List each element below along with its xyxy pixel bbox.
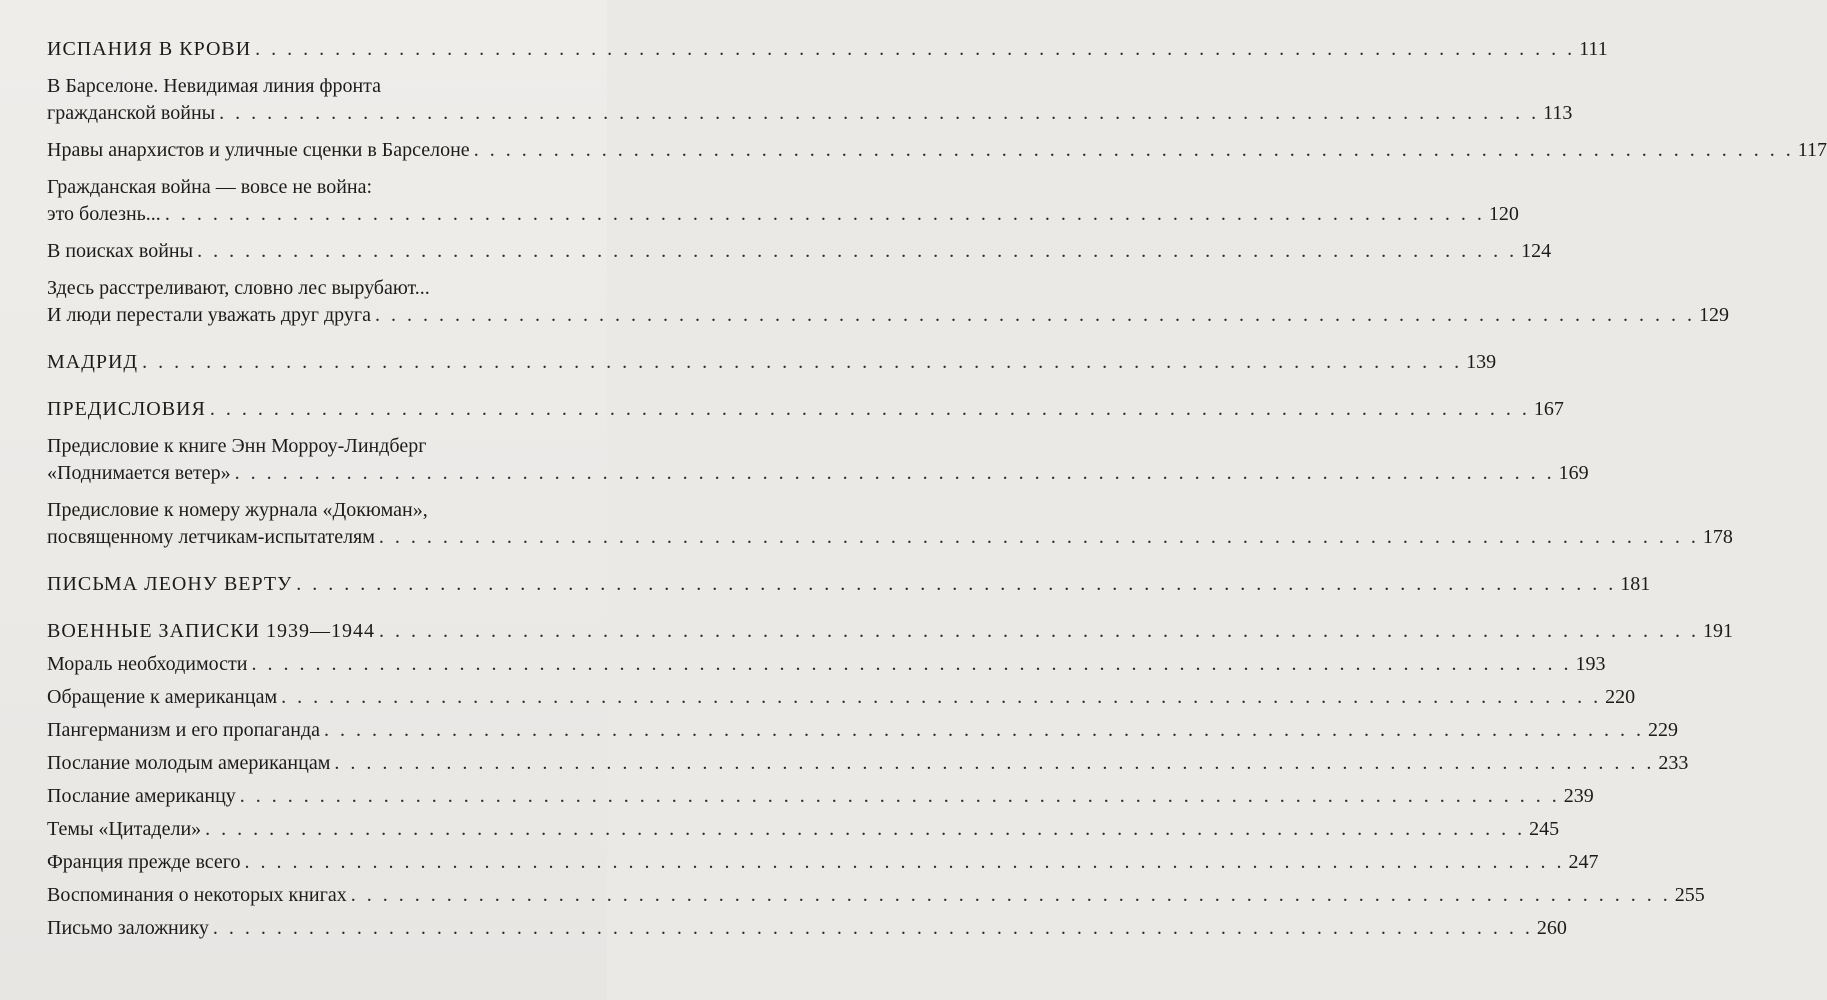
toc-page-number: 113 [1543, 102, 1573, 124]
toc-page-number: 233 [1658, 752, 1689, 774]
dot-leader: . . . . . . . . . . . . . . . . . . . . . . . . . . . . . . . . . . . . . . . . . . . . . . . . . . . . . . . . . . . . . . . . . . . . . . . . . . . . . . . . . . . [212, 917, 1533, 939]
toc-entry-title-line: Предисловие к номеру журнала «Докюман», [47, 499, 428, 521]
toc-entry [47, 137, 1827, 164]
dot-leader: . . . . . . . . . . . . . . . . . . . . . . . . . . . . . . . . . . . . . . . . . . . . . . . . . . . . . . . . . . . . . . . . . . . . . . . . . . . . . . . . . . . [234, 462, 1555, 484]
toc-entry [47, 750, 1689, 777]
toc-page-number: 229 [1648, 719, 1679, 741]
toc-entry-title-line: Гражданская война — вовсе не война: [47, 176, 373, 198]
dot-leader: . . . . . . . . . . . . . . . . . . . . . . . . . . . . . . . . . . . . . . . . . . . . . . . . . . . . . . . . . . . . . . . . . . . . . . . . . . . . . . . . . . . [251, 653, 1572, 675]
toc-section [47, 618, 1734, 645]
toc-section [47, 36, 1608, 63]
dot-leader: . . . . . . . . . . . . . . . . . . . . . . . . . . . . . . . . . . . . . . . . . . . . . . . . . . . . . . . . . . . . . . . . . . . . . . . . . . . . . . . . . . . [164, 203, 1485, 225]
dot-leader: . . . . . . . . . . . . . . . . . . . . . . . . . . . . . . . . . . . . . . . . . . . . . . . . . . . . . . . . . . . . . . . . . . . . . . . . . . . . . . . . . . . [324, 719, 1645, 741]
toc-entry [47, 816, 1560, 843]
dot-leader: . . . . . . . . . . . . . . . . . . . . . . . . . . . . . . . . . . . . . . . . . . . . . . . . . . . . . . . . . . . . . . . . . . . . . . . . . . . . . . . . . . . [255, 38, 1576, 60]
toc-entry [47, 882, 1705, 909]
toc-entry-title: Пангерманизм и его пропаганда [47, 719, 321, 741]
toc-entry-title: «Поднимается ветер» [47, 462, 231, 484]
toc-page-number: 220 [1605, 686, 1636, 708]
toc-entry-title-line: Предисловие к книге Энн Морроу-Линдберг [47, 435, 427, 457]
dot-leader: . . . . . . . . . . . . . . . . . . . . . . . . . . . . . . . . . . . . . . . . . . . . . . . . . . . . . . . . . . . . . . . . . . . . . . . . . . . . . . . . . . . [379, 620, 1700, 642]
toc-page-number: 181 [1620, 573, 1651, 595]
dot-leader: . . . . . . . . . . . . . . . . . . . . . . . . . . . . . . . . . . . . . . . . . . . . . . . . . . . . . . . . . . . . . . . . . . . . . . . . . . . . . . . . . . . [205, 818, 1526, 840]
toc-entry [47, 651, 1606, 678]
toc-entry [47, 684, 1636, 711]
toc-entry [47, 717, 1679, 744]
toc-entry [47, 433, 1589, 487]
toc-page-number: 169 [1558, 462, 1589, 484]
toc-page-number: 139 [1466, 351, 1497, 373]
toc-entry-title: это болезнь... [47, 203, 161, 225]
toc-entry-title: В поисках войны [47, 240, 194, 262]
toc-page-number: 245 [1529, 818, 1560, 840]
toc-entry-title: Франция прежде всего [47, 851, 241, 873]
toc-page-number: 167 [1533, 398, 1564, 420]
toc-entry-title: гражданской войны [47, 102, 216, 124]
toc-page-number: 191 [1703, 620, 1734, 642]
dot-leader: . . . . . . . . . . . . . . . . . . . . . . . . . . . . . . . . . . . . . . . . . . . . . . . . . . . . . . . . . . . . . . . . . . . . . . . . . . . . . . . . . . . [219, 102, 1540, 124]
toc-page-number: 247 [1568, 851, 1599, 873]
toc-entry-title-line: В Барселоне. Невидимая линия фронта [47, 75, 382, 97]
dot-leader: . . . . . . . . . . . . . . . . . . . . . . . . . . . . . . . . . . . . . . . . . . . . . . . . . . . . . . . . . . . . . . . . . . . . . . . . . . . . . . . . . . . [350, 884, 1671, 906]
toc-page-number: 178 [1702, 526, 1733, 548]
dot-leader: . . . . . . . . . . . . . . . . . . . . . . . . . . . . . . . . . . . . . . . . . . . . . . . . . . . . . . . . . . . . . . . . . . . . . . . . . . . . . . . . . . . [378, 526, 1699, 548]
toc-page-number: 193 [1575, 653, 1606, 675]
toc-entry-title-line: Здесь расстреливают, словно лес вырубают... [47, 277, 430, 299]
dot-leader: . . . . . . . . . . . . . . . . . . . . . . . . . . . . . . . . . . . . . . . . . . . . . . . . . . . . . . . . . . . . . . . . . . . . . . . . . . . . . . . . . . . [239, 785, 1560, 807]
toc-entry-title: И люди перестали уважать друг друга [47, 304, 371, 326]
toc-page-number: 255 [1674, 884, 1705, 906]
toc-entry [47, 915, 1567, 942]
toc-page-number: 120 [1488, 203, 1519, 225]
toc-section [47, 396, 1564, 423]
table-of-contents [47, 36, 1827, 942]
toc-page-number: 124 [1521, 240, 1552, 262]
toc-entry-title: посвященному летчикам-испытателям [47, 526, 375, 548]
toc-entry-title: Послание молодым американцам [47, 752, 331, 774]
toc-entry [47, 783, 1594, 810]
dot-leader: . . . . . . . . . . . . . . . . . . . . . . . . . . . . . . . . . . . . . . . . . . . . . . . . . . . . . . . . . . . . . . . . . . . . . . . . . . . . . . . . . . . [296, 573, 1617, 595]
toc-entry-title: Письмо заложнику [47, 917, 209, 939]
toc-page-number: 117 [1797, 139, 1827, 161]
dot-leader: . . . . . . . . . . . . . . . . . . . . . . . . . . . . . . . . . . . . . . . . . . . . . . . . . . . . . . . . . . . . . . . . . . . . . . . . . . . . . . . . . . . [473, 139, 1794, 161]
toc-page-number: 111 [1579, 38, 1608, 60]
toc-entry-title: Послание американцу [47, 785, 236, 807]
toc-section [47, 349, 1497, 376]
toc-section-title: ИСПАНИЯ В КРОВИ [47, 38, 252, 60]
toc-entry-title: Мораль необходимости [47, 653, 248, 675]
toc-entry [47, 238, 1552, 265]
dot-leader: . . . . . . . . . . . . . . . . . . . . . . . . . . . . . . . . . . . . . . . . . . . . . . . . . . . . . . . . . . . . . . . . . . . . . . . . . . . . . . . . . . . [244, 851, 1565, 873]
toc-entry [47, 849, 1599, 876]
toc-section-title: ПРЕДИСЛОВИЯ [47, 398, 206, 420]
toc-section [47, 571, 1651, 598]
dot-leader: . . . . . . . . . . . . . . . . . . . . . . . . . . . . . . . . . . . . . . . . . . . . . . . . . . . . . . . . . . . . . . . . . . . . . . . . . . . . . . . . . . . [334, 752, 1655, 774]
toc-entry-title: Воспоминания о некоторых книгах [47, 884, 347, 906]
dot-leader: . . . . . . . . . . . . . . . . . . . . . . . . . . . . . . . . . . . . . . . . . . . . . . . . . . . . . . . . . . . . . . . . . . . . . . . . . . . . . . . . . . . [142, 351, 1463, 373]
dot-leader: . . . . . . . . . . . . . . . . . . . . . . . . . . . . . . . . . . . . . . . . . . . . . . . . . . . . . . . . . . . . . . . . . . . . . . . . . . . . . . . . . . . [197, 240, 1518, 262]
dot-leader: . . . . . . . . . . . . . . . . . . . . . . . . . . . . . . . . . . . . . . . . . . . . . . . . . . . . . . . . . . . . . . . . . . . . . . . . . . . . . . . . . . . [281, 686, 1602, 708]
toc-entry-title: Обращение к американцам [47, 686, 278, 708]
toc-section-title: МАДРИД [47, 351, 139, 373]
toc-entry-title: Темы «Цитадели» [47, 818, 202, 840]
toc-entry [47, 174, 1519, 228]
toc-section-title: ВОЕННЫЕ ЗАПИСКИ 1939—1944 [47, 620, 376, 642]
toc-entry [47, 73, 1573, 127]
toc-section-title: ПИСЬМА ЛЕОНУ ВЕРТУ [47, 573, 293, 595]
toc-page-number: 129 [1698, 304, 1729, 326]
toc-page-number: 260 [1536, 917, 1567, 939]
toc-entry [47, 275, 1729, 329]
toc-entry [47, 497, 1733, 551]
toc-page-number: 239 [1563, 785, 1594, 807]
dot-leader: . . . . . . . . . . . . . . . . . . . . . . . . . . . . . . . . . . . . . . . . . . . . . . . . . . . . . . . . . . . . . . . . . . . . . . . . . . . . . . . . . . . [209, 398, 1530, 420]
dot-leader: . . . . . . . . . . . . . . . . . . . . . . . . . . . . . . . . . . . . . . . . . . . . . . . . . . . . . . . . . . . . . . . . . . . . . . . . . . . . . . . . . . . [374, 304, 1695, 326]
toc-entry-title: Нравы анархистов и уличные сценки в Барселоне [47, 139, 470, 161]
